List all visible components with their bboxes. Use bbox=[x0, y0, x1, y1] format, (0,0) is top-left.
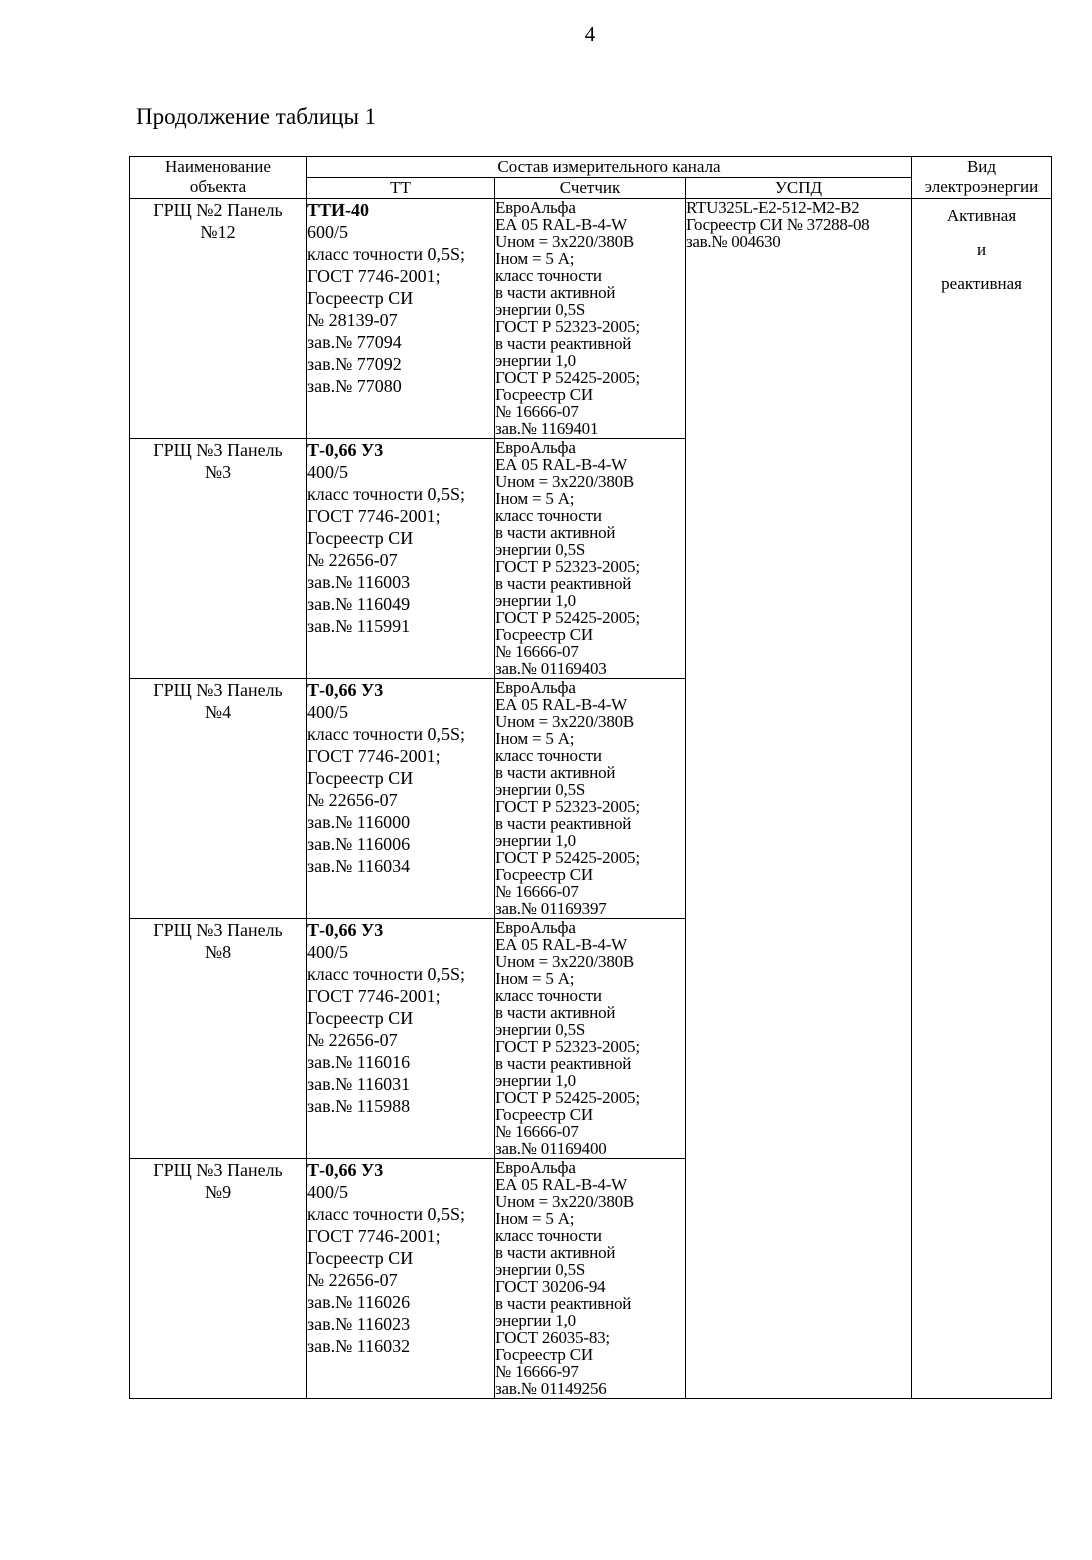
tt-line: 400/5 bbox=[307, 1182, 349, 1202]
meter-line: ГОСТ Р 52425-2005; bbox=[495, 368, 640, 387]
meter-line: в части активной bbox=[495, 283, 616, 302]
meter-line: зав.№ 01169400 bbox=[495, 1139, 607, 1158]
table-row bbox=[130, 199, 1052, 439]
meter-line: Uном = 3х220/380В bbox=[495, 1192, 635, 1211]
tt-cell bbox=[307, 199, 495, 439]
tt-cell bbox=[307, 919, 495, 1159]
uspd-line: Госреестр СИ № 37288-08 bbox=[686, 215, 870, 234]
meter-line: Госреестр СИ bbox=[495, 1105, 593, 1124]
object-name-line: №8 bbox=[204, 942, 232, 962]
meter-line: энергии 0,5S bbox=[495, 780, 586, 799]
object-name-line: №12 bbox=[200, 222, 236, 242]
meter-line: № 16666-07 bbox=[495, 402, 579, 421]
meter-line: энергии 1,0 bbox=[495, 1311, 576, 1330]
meter-line: ГОСТ 30206-94 bbox=[495, 1277, 606, 1296]
meter-line: в части реактивной bbox=[495, 334, 632, 353]
meter-line: Uном = 3х220/380В bbox=[495, 472, 635, 491]
object-name-cell bbox=[130, 1159, 307, 1399]
tt-line: ГОСТ 7746-2001; bbox=[307, 986, 441, 1006]
meter-line: Госреестр СИ bbox=[495, 865, 593, 884]
tt-line: зав.№ 77094 bbox=[307, 332, 402, 352]
meter-line: ЕвроАльфа bbox=[495, 1158, 576, 1177]
header-object-line: Наименование bbox=[165, 157, 271, 176]
energy-type-line: Активная bbox=[946, 206, 1017, 225]
meter-line: энергии 1,0 bbox=[495, 351, 576, 370]
meter-line: № 16666-07 bbox=[495, 882, 579, 901]
tt-line: 400/5 bbox=[307, 462, 349, 482]
meter-line: зав.№ 01149256 bbox=[495, 1379, 607, 1398]
meter-line: зав.№ 1169401 bbox=[495, 419, 599, 438]
tt-line: ГОСТ 7746-2001; bbox=[307, 506, 441, 526]
meter-line: ГОСТ Р 52425-2005; bbox=[495, 608, 640, 627]
tt-line: Госреестр СИ bbox=[307, 288, 414, 308]
tt-line: класс точности 0,5S; bbox=[307, 1204, 465, 1224]
meter-line: № 16666-07 bbox=[495, 642, 579, 661]
meter-line: ГОСТ Р 52323-2005; bbox=[495, 317, 640, 336]
header-object bbox=[130, 157, 307, 199]
tt-line: зав.№ 116031 bbox=[307, 1074, 411, 1094]
meter-line: энергии 1,0 bbox=[495, 831, 576, 850]
meter-cell bbox=[495, 1159, 686, 1399]
meter-line: Госреестр СИ bbox=[495, 625, 593, 644]
header-object-line: объекта bbox=[189, 177, 247, 196]
meter-line: в части активной bbox=[495, 1003, 616, 1022]
meter-line: Iном = 5 А; bbox=[495, 969, 575, 988]
tt-line: ГОСТ 7746-2001; bbox=[307, 266, 441, 286]
tt-line: класс точности 0,5S; bbox=[307, 484, 465, 504]
meter-line: в части активной bbox=[495, 1243, 616, 1262]
meter-line: ЕвроАльфа bbox=[495, 438, 576, 457]
object-name-line: №4 bbox=[204, 702, 232, 722]
meter-line: в части реактивной bbox=[495, 814, 632, 833]
tt-line: зав.№ 116026 bbox=[307, 1292, 411, 1312]
object-name-line: №9 bbox=[204, 1182, 232, 1202]
meter-cell bbox=[495, 199, 686, 439]
object-name-cell bbox=[130, 919, 307, 1159]
object-name-line: ГРЩ №3 Панель bbox=[153, 920, 283, 940]
meter-line: в части реактивной bbox=[495, 1054, 632, 1073]
tt-line: Т-0,66 У3 bbox=[307, 680, 384, 700]
tt-line: зав.№ 116032 bbox=[307, 1336, 411, 1356]
tt-line: Т-0,66 У3 bbox=[307, 440, 384, 460]
meter-line: Госреестр СИ bbox=[495, 385, 593, 404]
meter-line: в части реактивной bbox=[495, 1294, 632, 1313]
meter-line: энергии 1,0 bbox=[495, 1071, 576, 1090]
energy-type-cell bbox=[912, 199, 1052, 1399]
meter-line: ГОСТ Р 52323-2005; bbox=[495, 557, 640, 576]
meter-line: ЕА 05 RAL-B-4-W bbox=[495, 455, 628, 474]
tt-line: Госреестр СИ bbox=[307, 1008, 414, 1028]
measurement-channel-table bbox=[129, 156, 1052, 1399]
tt-line: зав.№ 116006 bbox=[307, 834, 411, 854]
tt-line: № 28139-07 bbox=[307, 310, 398, 330]
tt-line: зав.№ 116000 bbox=[307, 812, 411, 832]
meter-line: ЕА 05 RAL-B-4-W bbox=[495, 695, 628, 714]
meter-line: Uном = 3х220/380В bbox=[495, 712, 635, 731]
tt-line: Т-0,66 У3 bbox=[307, 920, 384, 940]
meter-line: Uном = 3х220/380В bbox=[495, 232, 635, 251]
object-name-line: ГРЩ №3 Панель bbox=[153, 1160, 283, 1180]
tt-line: зав.№ 116003 bbox=[307, 572, 411, 592]
meter-line: ЕА 05 RAL-B-4-W bbox=[495, 215, 628, 234]
energy-type-line: реактивная bbox=[941, 274, 1022, 293]
header-meter: Счетчик bbox=[495, 178, 686, 199]
meter-line: ЕА 05 RAL-B-4-W bbox=[495, 935, 628, 954]
tt-line: класс точности 0,5S; bbox=[307, 724, 465, 744]
tt-line: зав.№ 116023 bbox=[307, 1314, 411, 1334]
meter-line: Госреестр СИ bbox=[495, 1345, 593, 1364]
uspd-line: RTU325L-E2-512-M2-B2 bbox=[686, 198, 860, 217]
tt-line: 600/5 bbox=[307, 222, 349, 242]
header-energy bbox=[912, 157, 1052, 199]
tt-line: зав.№ 77092 bbox=[307, 354, 402, 374]
meter-line: класс точности bbox=[495, 1226, 602, 1245]
meter-line: Iном = 5 А; bbox=[495, 489, 575, 508]
continuation-title: Продолжение таблицы 1 bbox=[136, 104, 377, 129]
uspd-line: зав.№ 004630 bbox=[686, 232, 781, 251]
meter-line: зав.№ 01169403 bbox=[495, 659, 607, 678]
meter-cell bbox=[495, 679, 686, 919]
object-name-line: №3 bbox=[204, 462, 232, 482]
meter-line: ГОСТ 26035-83; bbox=[495, 1328, 610, 1347]
header-tt: ТТ bbox=[307, 178, 495, 199]
meter-line: Iном = 5 А; bbox=[495, 729, 575, 748]
tt-line: № 22656-07 bbox=[307, 790, 398, 810]
meter-line: класс точности bbox=[495, 986, 602, 1005]
meter-cell bbox=[495, 919, 686, 1159]
object-name-cell bbox=[130, 679, 307, 919]
meter-line: ЕА 05 RAL-B-4-W bbox=[495, 1175, 628, 1194]
meter-line: ГОСТ Р 52425-2005; bbox=[495, 848, 640, 867]
tt-line: № 22656-07 bbox=[307, 1030, 398, 1050]
tt-line: 400/5 bbox=[307, 942, 349, 962]
tt-line: № 22656-07 bbox=[307, 550, 398, 570]
tt-line: ГОСТ 7746-2001; bbox=[307, 1226, 441, 1246]
meter-line: ЕвроАльфа bbox=[495, 198, 576, 217]
tt-line: ГОСТ 7746-2001; bbox=[307, 746, 441, 766]
tt-line: 400/5 bbox=[307, 702, 349, 722]
header-channel: Состав измерительного канала bbox=[307, 157, 912, 178]
tt-line: класс точности 0,5S; bbox=[307, 964, 465, 984]
header-uspd: УСПД bbox=[686, 178, 912, 199]
header-energy-line: электроэнергии bbox=[924, 177, 1039, 196]
meter-line: ГОСТ Р 52323-2005; bbox=[495, 1037, 640, 1056]
object-name-cell bbox=[130, 199, 307, 439]
meter-line: Iном = 5 А; bbox=[495, 1209, 575, 1228]
meter-line: энергии 0,5S bbox=[495, 1020, 586, 1039]
tt-line: зав.№ 116049 bbox=[307, 594, 411, 614]
meter-line: в части реактивной bbox=[495, 574, 632, 593]
tt-cell bbox=[307, 439, 495, 679]
meter-line: класс точности bbox=[495, 746, 602, 765]
meter-line: № 16666-07 bbox=[495, 1122, 579, 1141]
meter-line: энергии 0,5S bbox=[495, 540, 586, 559]
meter-line: ГОСТ Р 52323-2005; bbox=[495, 797, 640, 816]
meter-line: энергии 1,0 bbox=[495, 591, 576, 610]
tt-cell bbox=[307, 679, 495, 919]
meter-line: № 16666-97 bbox=[495, 1362, 579, 1381]
meter-line: энергии 0,5S bbox=[495, 300, 586, 319]
tt-line: зав.№ 77080 bbox=[307, 376, 402, 396]
tt-cell bbox=[307, 1159, 495, 1399]
tt-line: Госреестр СИ bbox=[307, 1248, 414, 1268]
object-name-line: ГРЩ №2 Панель bbox=[153, 200, 283, 220]
meter-cell bbox=[495, 439, 686, 679]
tt-line: Т-0,66 У3 bbox=[307, 1160, 384, 1180]
object-name-cell bbox=[130, 439, 307, 679]
meter-line: в части активной bbox=[495, 763, 616, 782]
meter-line: в части активной bbox=[495, 523, 616, 542]
tt-line: ТТИ-40 bbox=[307, 200, 370, 220]
tt-line: зав.№ 116034 bbox=[307, 856, 411, 876]
tt-line: зав.№ 116016 bbox=[307, 1052, 411, 1072]
meter-line: энергии 0,5S bbox=[495, 1260, 586, 1279]
object-name-line: ГРЩ №3 Панель bbox=[153, 680, 283, 700]
meter-line: ЕвроАльфа bbox=[495, 678, 576, 697]
meter-line: Uном = 3х220/380В bbox=[495, 952, 635, 971]
tt-line: зав.№ 115988 bbox=[307, 1096, 411, 1116]
meter-line: класс точности bbox=[495, 506, 602, 525]
tt-line: № 22656-07 bbox=[307, 1270, 398, 1290]
meter-line: Iном = 5 А; bbox=[495, 249, 575, 268]
meter-line: класс точности bbox=[495, 266, 602, 285]
meter-line: зав.№ 01169397 bbox=[495, 899, 607, 918]
page-number: 4 bbox=[584, 22, 596, 46]
tt-line: Госреестр СИ bbox=[307, 528, 414, 548]
header-energy-line: Вид bbox=[966, 157, 997, 176]
tt-line: класс точности 0,5S; bbox=[307, 244, 465, 264]
object-name-line: ГРЩ №3 Панель bbox=[153, 440, 283, 460]
tt-line: Госреестр СИ bbox=[307, 768, 414, 788]
uspd-cell bbox=[686, 199, 912, 1399]
meter-line: ЕвроАльфа bbox=[495, 918, 576, 937]
meter-line: ГОСТ Р 52425-2005; bbox=[495, 1088, 640, 1107]
energy-type-line: и bbox=[976, 240, 987, 259]
tt-line: зав.№ 115991 bbox=[307, 616, 411, 636]
